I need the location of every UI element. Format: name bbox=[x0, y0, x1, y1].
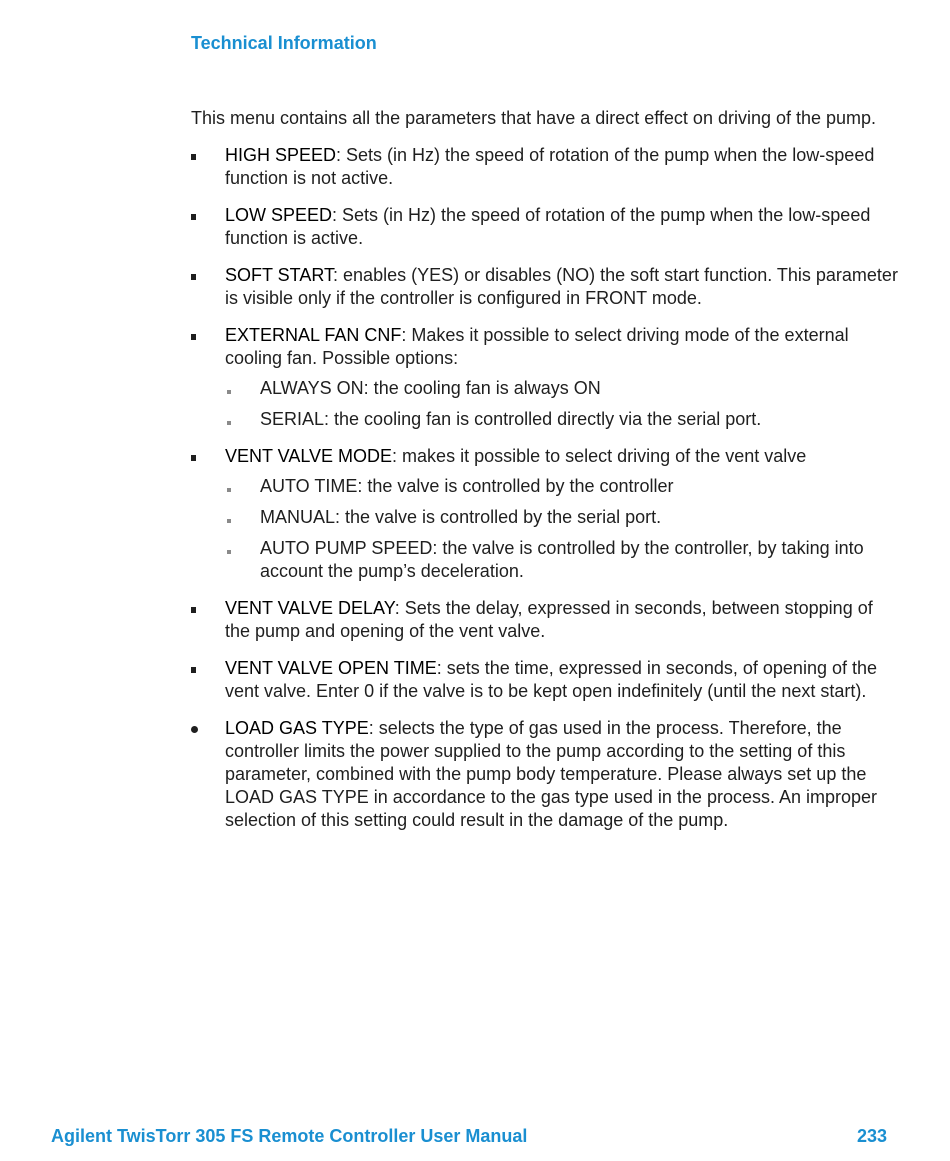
list-item-low-speed bbox=[191, 204, 901, 250]
parameter-term: HIGH SPEED bbox=[225, 145, 337, 165]
parameter-term: EXTERNAL FAN CNF bbox=[225, 325, 402, 345]
parameter-description: : Sets (in Hz) the speed of rotation of the pump when the low-speed function is active. bbox=[225, 205, 871, 248]
parameter-list bbox=[191, 144, 901, 832]
option-text: SERIAL: the cooling fan is controlled directly via the serial port. bbox=[260, 409, 762, 429]
section-title: Technical Information bbox=[191, 33, 377, 53]
option-item bbox=[225, 537, 901, 583]
parameter-description: : Sets (in Hz) the speed of rotation of the pump when the low-speed function is not active. bbox=[225, 145, 875, 188]
option-text: AUTO TIME: the valve is controlled by the controller bbox=[260, 476, 674, 496]
parameter-description: : sets the time, expressed in seconds, of opening of the vent valve. Enter 0 if the valve is to be kept open indefinitely (until the next start). bbox=[225, 658, 877, 701]
small-square-bullet-icon bbox=[227, 377, 231, 400]
list-item-high-speed bbox=[191, 144, 901, 190]
square-bullet-icon bbox=[191, 324, 211, 347]
intro-paragraph: This menu contains all the parameters that have a direct effect on driving of the pump. bbox=[191, 108, 877, 128]
list-item-vent-valve-open-time bbox=[191, 657, 901, 703]
page-content bbox=[191, 107, 901, 846]
small-square-bullet-icon bbox=[227, 475, 231, 498]
small-square-bullet-icon bbox=[227, 506, 231, 529]
small-square-bullet-icon bbox=[227, 537, 231, 560]
square-bullet-icon bbox=[191, 597, 211, 620]
option-item bbox=[225, 377, 901, 400]
option-list bbox=[225, 377, 901, 431]
list-item-external-fan-cnf bbox=[191, 324, 901, 431]
parameter-description: : enables (YES) or disables (NO) the soft start function. This parameter is visible only if the controller is configured in FRONT mode. bbox=[225, 265, 898, 308]
option-item bbox=[225, 408, 901, 431]
parameter-term: LOAD GAS TYPE bbox=[225, 718, 369, 738]
square-bullet-icon bbox=[191, 657, 211, 680]
parameter-term: VENT VALVE MODE bbox=[225, 446, 393, 466]
round-bullet-icon bbox=[191, 717, 211, 740]
option-text: AUTO PUMP SPEED: the valve is controlled by the controller, by taking into account the pump’s deceleration. bbox=[260, 538, 864, 581]
square-bullet-icon bbox=[191, 264, 211, 287]
list-item-load-gas-type bbox=[191, 717, 901, 832]
parameter-term: SOFT START bbox=[225, 265, 334, 285]
parameter-term: VENT VALVE OPEN TIME bbox=[225, 658, 437, 678]
option-item bbox=[225, 475, 901, 498]
square-bullet-icon bbox=[191, 144, 211, 167]
footer-page-number: 233 bbox=[856, 1126, 887, 1146]
list-item-vent-valve-mode bbox=[191, 445, 901, 583]
list-item-soft-start bbox=[191, 264, 901, 310]
square-bullet-icon bbox=[191, 445, 211, 468]
parameter-description: : Makes it possible to select driving mode of the external cooling fan. Possible options: bbox=[225, 325, 849, 368]
option-list bbox=[225, 475, 901, 583]
parameter-description: : selects the type of gas used in the process. Therefore, the controller limits the power supplied to the pump according to the setting of this parameter, combined with the pump body temperature. Please always set up the LOAD GAS TYPE in accordance to the gas type used in the process. An improper selection of this setting could result in the damage of the pump. bbox=[225, 718, 878, 830]
option-item bbox=[225, 506, 901, 529]
parameter-term: VENT VALVE DELAY bbox=[225, 598, 395, 618]
parameter-term: LOW SPEED bbox=[225, 205, 333, 225]
square-bullet-icon bbox=[191, 204, 211, 227]
parameter-description: : Sets the delay, expressed in seconds, between stopping of the pump and opening of the vent valve. bbox=[225, 598, 873, 641]
footer-manual-title: Agilent TwisTorr 305 FS Remote Controller User Manual bbox=[51, 1126, 528, 1146]
list-item-vent-valve-delay bbox=[191, 597, 901, 643]
option-text: MANUAL: the valve is controlled by the serial port. bbox=[260, 507, 662, 527]
option-text: ALWAYS ON: the cooling fan is always ON bbox=[260, 378, 601, 398]
small-square-bullet-icon bbox=[227, 408, 231, 431]
parameter-description: : makes it possible to select driving of the vent valve bbox=[392, 446, 807, 466]
